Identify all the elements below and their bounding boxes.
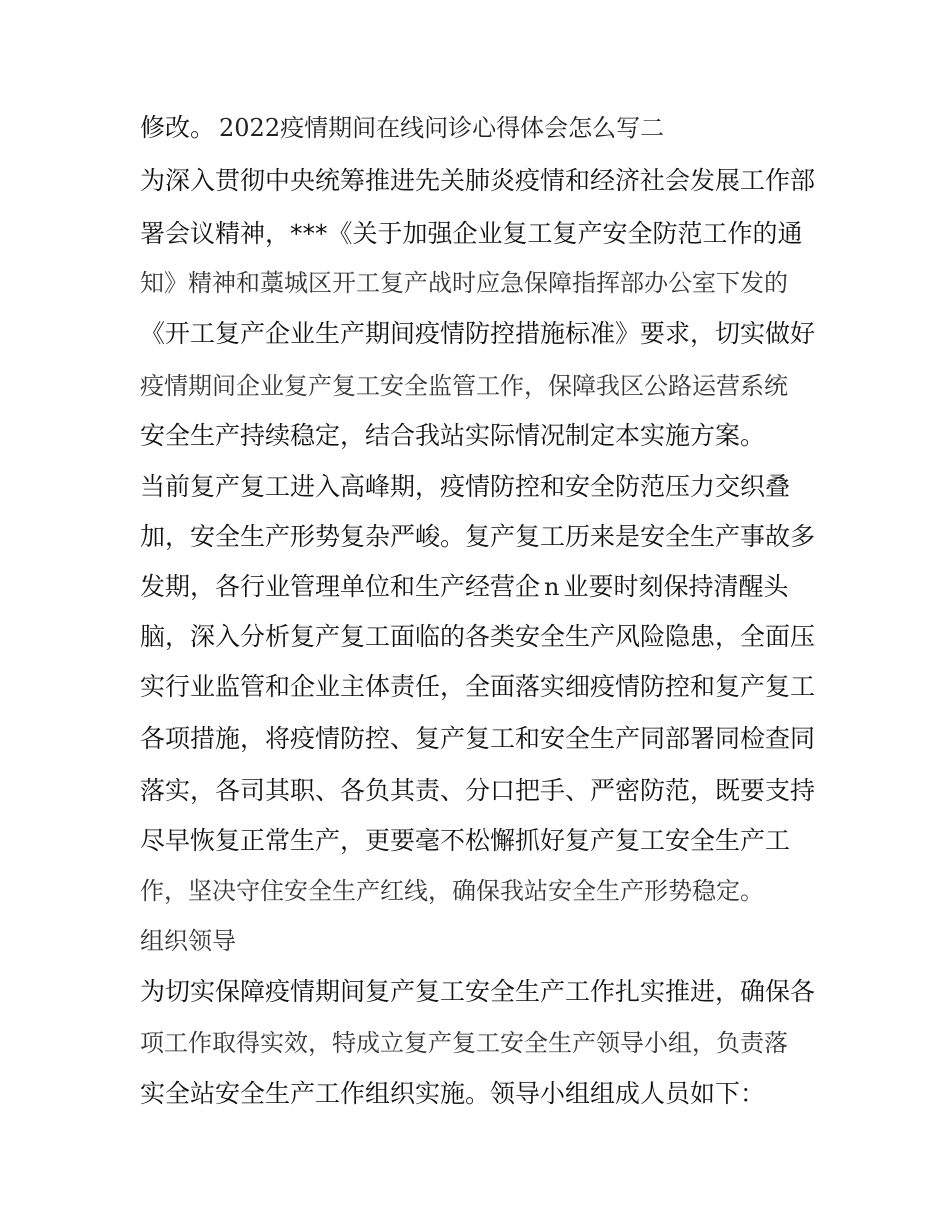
text-segment: 修改。 [140, 113, 216, 142]
text-line-11: 脑，深入分析复产复工面临的各类安全生产风险隐患，全面压 [140, 622, 816, 651]
text-line-12: 实行业监管和企业主体责任，全面落实细疫情防控和复产复工 [140, 672, 816, 701]
text-line-1 [140, 108, 830, 148]
text-line-8: 当前复产复工进入高峰期，疫情防控和安全防范压力交织叠 [140, 472, 791, 501]
text-line-3: 署会议精神，***《关于加强企业复工复产安全防范工作的通 [140, 219, 803, 248]
text-line-19: 项工作取得实效，特成立复产复工安全生产领导小组，负责落 [140, 1029, 788, 1057]
heading-text: 2022疫情期间在线问诊心得体会怎么写二 [219, 114, 665, 142]
text-line-15: 尽早恢复正常生产，更要毫不松懈抓好复产复工安全生产工 [140, 826, 791, 855]
text-segment: 业要时刻保持清醒头 [563, 572, 789, 601]
text-line-7: 安全生产持续稳定，结合我站实际情况制定本实施方案。 [140, 421, 766, 450]
section-heading: 组织领导 [140, 927, 236, 955]
text-line-16: 作，坚决守住安全生产红线，确保我站安全生产形势稳定。 [140, 877, 764, 905]
text-line-13: 各项措施，将疫情防控、复产复工和安全生产同部署同检查同 [140, 724, 816, 753]
text-line-5: 《开工复产企业生产期间疫情防控措施标准》要求，切实做好 [140, 319, 816, 348]
text-line-4: 知》精神和藁城区开工复产战时应急保障指挥部办公室下发的 [140, 269, 788, 297]
text-line-10 [140, 567, 830, 607]
text-line-2: 为深入贯彻中央统筹推进先关肺炎疫情和经济社会发展工作部 [140, 166, 816, 195]
text-segment: n [544, 573, 560, 601]
text-line-9: 加，安全生产形势复杂严峻。复产复工历来是安全生产事故多 [140, 522, 816, 551]
text-line-6: 疫情期间企业复产复工安全监管工作，保障我区公路运营系统 [140, 372, 788, 400]
text-segment: 发期，各行业管理单位和生产经营企 [140, 572, 541, 601]
text-line-14: 落实，各司其职、各负其责、分口把手、严密防范，既要支持 [140, 776, 816, 805]
text-line-18: 为切实保障疫情期间复产复工安全生产工作扎实推进，确保各 [140, 977, 816, 1006]
text-line-20: 实全站安全生产工作组织实施。领导小组组成人员如下： [140, 1079, 766, 1108]
